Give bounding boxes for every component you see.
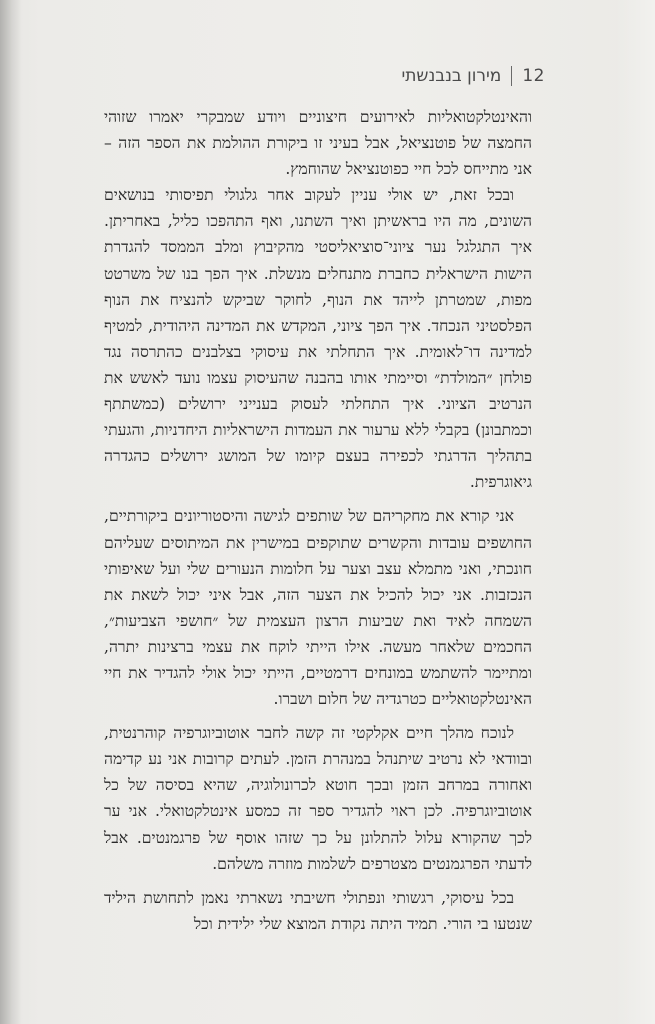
- page-edge-shade: [615, 0, 655, 1024]
- paragraph-2: ובכל זאת, יש אולי עניין לעקוב אחר גלגולי תפיסותי בנושאים השונים, מה היו בראשיתן ואיך השתנו, ואף התהפכו כליל, באחריתן. איך התגלגל נער ציוני־סוציאליסטי מהקיבוץ ומלב הממסד להגדרת הישות הישראלית כחברת מתנחלים מנשלת. איך הפך בנו של משרטט מפות, שמטרתן לייהד את הנוף, לחוקר שביקש להנציח את הנוף הפלסטיני הנכחד. איך הפך ציוני, המקדש את המדינה היהודית, למטיף למדינה דו־לאומית. איך התחלתי את עיסוקי בצלבנים כהתרסה נגד פולחן ״המולדת״ וסיימתי אותו בהבנה שהעיסוק עצמו נועד לאשש את הנרטיב הציוני. איך התחלתי לעסוק בענייני ירושלים (כמשתתף וכמתבונן) בקבלי ללא ערעור את העמדות הישראליות היחדניות, והגעתי בתהליך הדרגתי לכפירה בעצם קיומו של המושג ירושלים כהגדרה גיאוגרפית.: [104, 186, 532, 492]
- header-divider: [511, 66, 512, 86]
- paragraph-5: בכל עיסוקי, רגשותי ונפתולי חשיבתי נשארתי נאמן לתחושת היליד שנטעו בי הורי. תמיד היתה נקודת המוצא שלי ילידית וכל: [104, 888, 532, 933]
- paragraph-4: לנוכח מהלך חיים אקלקטי זה קשה לחבר אוטוביוגרפיה קוהרנטית, ובוודאי לא נרטיב שיתנהל במנהרת הזמן. לעתים קרובות אני נע קדימה ואחורה במרחב הזמן ובכך חוטא לכרונולוגיה, שהיא בסיסה של כל אוטוביוגרפיה. לכן ראוי להגדיר ספר זה כמסע אינטלקטואלי. אני ער לכך שהקורא עלול להתלונן על כך שזהו אוסף של פרגמנטים. אבל לדעתי הפרגמנטים מצטרפים לשלמות מוזרה משלהם.: [104, 724, 532, 873]
- paragraph-3: אני קורא את מחקריהם של שותפים לגישה והיסטוריונים ביקורתיים, החושפים עובדות והקשרים שתוקפים במישרין את המיתוסים שעליהם חונכתי, ואני מתמלא עצב וצער על חלומות הנעורים שלי ועל שאיפותי הנכזבות. אני יכול להכיל את הצער הזה, אבל איני יכול לשאת את השמחה לאיד ואת שביעות הרצון העצמית של ״חושפי הצביעות״, החכמים שלאחר מעשה. אילו הייתי לוקח את עצמי ברצינות יתרה, ומתיימר להשתמש במונחים דרמטיים, הייתי יכול אולי להגדיר את חיי האינטלקטואליים כטרגדיה של חלום ושברו.: [104, 507, 532, 709]
- body-text: [104, 104, 532, 937]
- spine-shadow: [0, 0, 22, 1024]
- running-header: [401, 66, 545, 86]
- page-number: 12: [522, 66, 545, 86]
- running-title: מירון בנבנשתי: [401, 66, 502, 86]
- paragraph-1: והאינטלקטואליות לאירועים חיצוניים ויודע שמבקרי יאמרו שזוהי החמצה של פוטנציאל, אבל בעיני זו ביקורת ההולמת את הספר הזה – אני מתייחס לכל חיי כפוטנציאל שהוחמץ.: [104, 108, 532, 179]
